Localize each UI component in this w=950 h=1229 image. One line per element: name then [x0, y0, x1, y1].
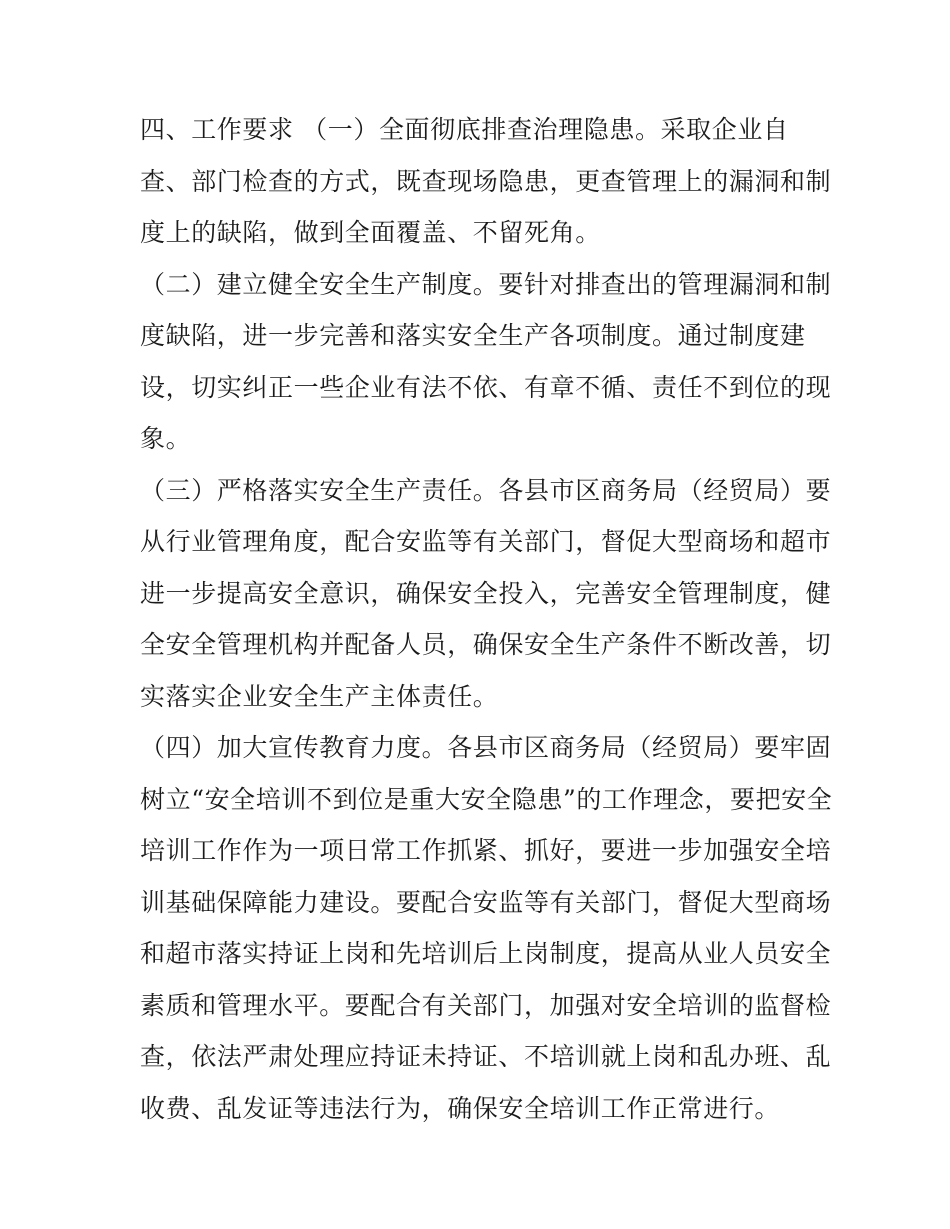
text-line: 树立“安全培训不到位是重大安全隐患”的工作理念，要把安全	[140, 784, 833, 814]
text-line: 培训工作作为一项日常工作抓紧、抓好，要进一步加强安全培	[140, 836, 832, 865]
text-line: （三）严格落实安全生产责任。各县市区商务局（经贸局）要	[140, 475, 832, 505]
text-line: 实落实企业安全生产主体责任。	[140, 681, 499, 711]
text-line: 查、部门检查的方式，既查现场隐患，更查管理上的漏洞和制	[140, 166, 832, 196]
text-line: 度缺陷，进一步完善和落实安全生产各项制度。通过制度建	[140, 321, 806, 350]
text-line: 全安全管理机构并配备人员，确保安全生产条件不断改善，切	[140, 630, 832, 659]
text-line: 度上的缺陷，做到全面覆盖、不留死角。	[140, 218, 601, 247]
text-line: 查，依法严肃处理应持证未持证、不培训就上岗和乱办班、乱	[140, 1042, 832, 1071]
text-line: 四、工作要求 （一）全面彻底排查治理隐患。采取企业自	[140, 115, 789, 144]
text-line: 训基础保障能力建设。要配合安监等有关部门，督促大型商场	[140, 887, 832, 917]
document-body	[140, 104, 833, 1134]
text-line: 和超市落实持证上岗和先培训后上岗制度，提高从业人员安全	[140, 939, 832, 968]
text-line: 从行业管理角度，配合安监等有关部门，督促大型商场和超市	[140, 527, 832, 556]
text-line: 设，切实纠正一些企业有法不依、有章不循、责任不到位的现	[140, 372, 832, 402]
text-line: 收费、乱发证等违法行为，确保安全培训工作正常进行。	[140, 1093, 781, 1123]
text-line: （四）加大宣传教育力度。各县市区商务局（经贸局）要牢固	[140, 733, 832, 762]
text-line: 素质和管理水平。要配合有关部门，加强对安全培训的监督检	[140, 990, 832, 1020]
text-line: 进一步提高安全意识，确保安全投入，完善安全管理制度，健	[140, 578, 832, 608]
text-line: （二）建立健全安全生产制度。要针对排查出的管理漏洞和制	[140, 269, 832, 299]
text-line: 象。	[140, 424, 192, 453]
